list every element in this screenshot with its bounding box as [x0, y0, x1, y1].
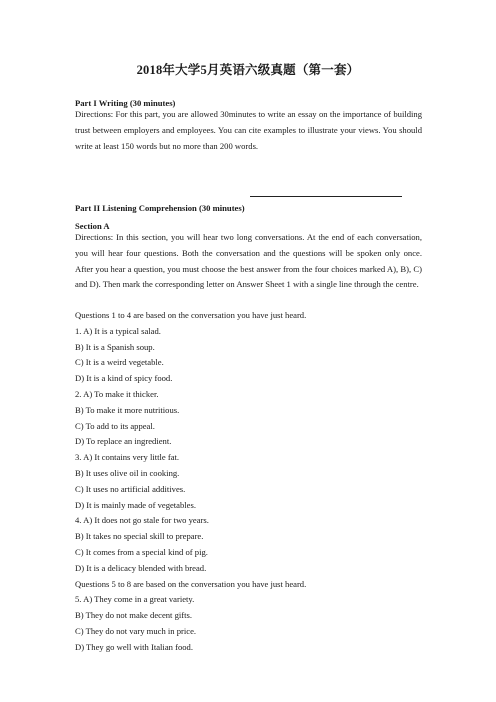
question-line: D) It is a delicacy blended with bread.	[75, 562, 207, 573]
question-line: D) To replace an ingredient.	[75, 436, 172, 447]
answer-line	[250, 196, 402, 197]
question-group-intro: Questions 1 to 4 are based on the conversation you have just heard.	[75, 310, 307, 320]
question-line: 2. A) To make it thicker.	[75, 388, 159, 399]
question-line: D) They go well with Italian food.	[75, 641, 193, 652]
question-line: C) It uses no artificial additives.	[75, 483, 186, 494]
part2-heading: Part II Listening Comprehension (30 minutes)	[75, 203, 245, 213]
question-line: C) It comes from a special kind of pig.	[75, 546, 208, 557]
question-line: D) It is mainly made of vegetables.	[75, 499, 196, 510]
section-a-heading: Section A	[75, 221, 110, 231]
part1-directions: Directions: For this part, you are allowed 30minutes to write an essay on the importance of building trust between employers and employees. You can cite examples to illustrate your views. You should write at least 150 words but no more than 200 words.	[75, 109, 422, 151]
part2-directions: Directions: In this section, you will hear two long conversations. At the end of each conversation, you will hear four questions. Both the conversation and the questions will be spoken only once. After you hear a question, you must choose the best answer from the four choices marked A), B), C) and D). Then mark the corresponding letter on Answer Sheet 1 with a single line through the centre.	[75, 232, 422, 290]
question-line: B) They do not make decent gifts.	[75, 610, 193, 621]
document-title: 2018年大学5月英语六级真题（第一套）	[136, 63, 360, 77]
question-line: B) It is a Spanish soup.	[75, 341, 155, 352]
question-line: C) It is a weird vegetable.	[75, 357, 164, 368]
question-line: 3. A) It contains very little fat.	[75, 452, 180, 463]
question-line: 5. A) They come in a great variety.	[75, 594, 195, 605]
question-line: B) It uses olive oil in cooking.	[75, 467, 180, 478]
question-line: 4. A) It does not go stale for two years.	[75, 515, 209, 526]
question-line: C) To add to its appeal.	[75, 420, 155, 431]
question-group-intro: Questions 5 to 8 are based on the conversation you have just heard.	[75, 578, 307, 589]
question-list	[75, 308, 306, 656]
part1-heading: Part I Writing (30 minutes)	[75, 98, 176, 108]
question-line: B) To make it more nutritious.	[75, 404, 180, 415]
question-line: B) It takes no special skill to prepare.	[75, 531, 204, 542]
question-line: D) It is a kind of spicy food.	[75, 373, 173, 384]
question-line: C) They do not vary much in price.	[75, 625, 197, 636]
question-line: 1. A) It is a typical salad.	[75, 325, 161, 336]
